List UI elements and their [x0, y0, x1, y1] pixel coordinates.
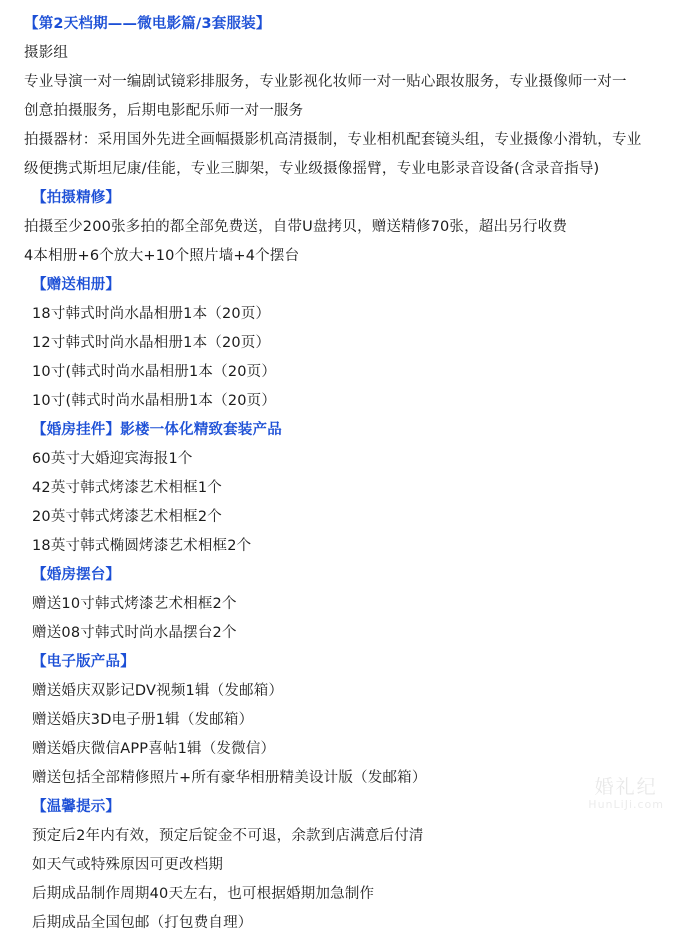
text-line-20: 赠送婚庆微信APP喜帖1辑（发微信） [32, 741, 276, 757]
text-line-10: 10寸(韩式时尚水晶相册1本（20页） [32, 364, 277, 380]
text-line-18: 赠送婚庆双影记DV视频1辑（发邮箱） [32, 683, 284, 699]
section-heading-wedding-room-stands: 【婚房摆台】 [32, 567, 121, 583]
text-line-7: 4本相册+6个放大+10个照片墙+4个摆台 [24, 248, 300, 264]
text-line-1: 摄影组 [24, 45, 69, 61]
watermark [588, 776, 664, 812]
document-title: 【第2天档期——微电影篇/3套服装】 [24, 16, 271, 32]
section-heading-notes: 【温馨提示】 [32, 799, 121, 815]
text-line-23: 如天气或特殊原因可更改档期 [32, 857, 224, 873]
text-line-11: 10寸(韩式时尚水晶相册1本（20页） [32, 393, 277, 409]
text-line-17: 赠送08寸韩式时尚水晶摆台2个 [32, 625, 237, 641]
text-line-4: 拍摄器材：采用国外先进全画幅摄影机高清摄制，专业相机配套镜头组，专业摄像小滑轨，专业 [24, 132, 642, 148]
watermark-brand-cn: 婚礼纪 [594, 776, 658, 798]
section-heading-free-albums: 【赠送相册】 [32, 277, 121, 293]
text-line-24: 后期成品制作周期40天左右，也可根据婚期加急制作 [32, 886, 375, 902]
text-line-13: 42英寸韩式烤漆艺术相框1个 [32, 480, 222, 496]
text-line-8: 18寸韩式时尚水晶相册1本（20页） [32, 306, 271, 322]
text-line-21: 赠送包括全部精修照片+所有豪华相册精美设计版（发邮箱） [32, 770, 427, 786]
section-heading-digital-products: 【电子版产品】 [32, 654, 135, 670]
text-line-12: 60英寸大婚迎宾海报1个 [32, 451, 193, 467]
text-line-3: 创意拍摄服务，后期电影配乐师一对一服务 [24, 103, 304, 119]
text-line-5: 级便携式斯坦尼康/佳能，专业三脚架，专业级摄像摇臂，专业电影录音设备(含录音指导) [24, 161, 600, 177]
section-heading-shooting-retouch: 【拍摄精修】 [32, 190, 121, 206]
text-line-25: 后期成品全国包邮（打包费自理） [32, 915, 253, 931]
text-line-14: 20英寸韩式烤漆艺术相框2个 [32, 509, 222, 525]
watermark-brand-en: HunLiJi.com [588, 798, 664, 811]
text-line-15: 18英寸韩式椭圆烤漆艺术相框2个 [32, 538, 252, 554]
text-line-2: 专业导演一对一编剧试镜彩排服务，专业影视化妆师一对一贴心跟妆服务，专业摄像师一对一 [24, 74, 627, 90]
text-line-16: 赠送10寸韩式烤漆艺术相框2个 [32, 596, 237, 612]
text-line-6: 拍摄至少200张多拍的都全部免费送，自带U盘拷贝，赠送精修70张，超出另行收费 [24, 219, 568, 235]
text-line-9: 12寸韩式时尚水晶相册1本（20页） [32, 335, 271, 351]
text-line-19: 赠送婚庆3D电子册1辑（发邮箱） [32, 712, 254, 728]
section-heading-wedding-room-hangings: 【婚房挂件】影楼一体化精致套装产品 [32, 422, 282, 438]
text-line-22: 预定后2年内有效，预定后锭金不可退，余款到店满意后付清 [32, 828, 424, 844]
